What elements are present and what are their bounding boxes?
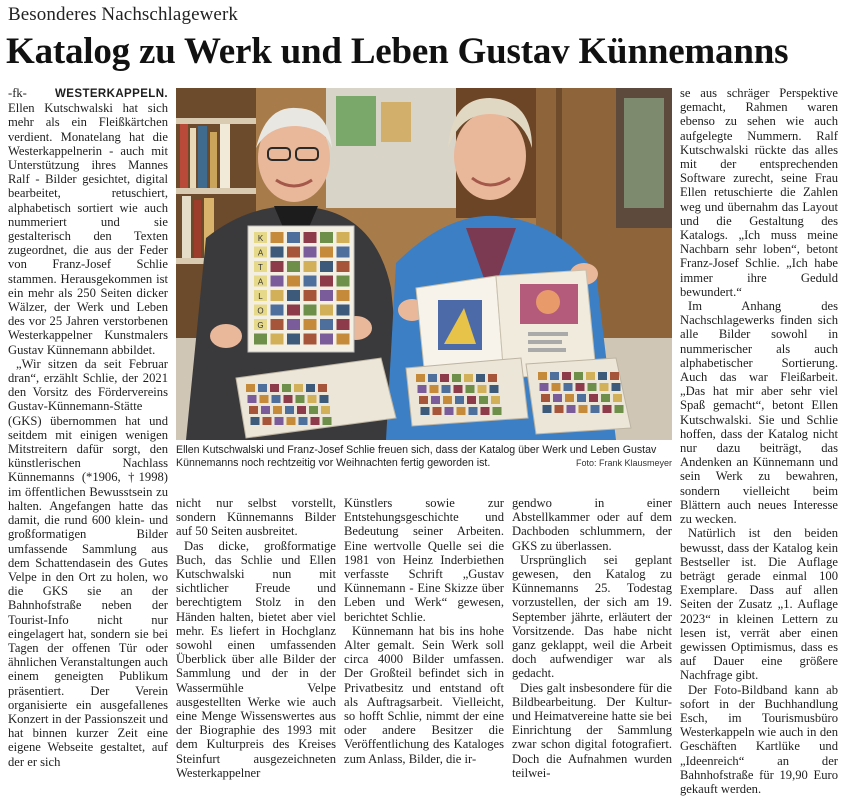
catalog-tile — [493, 407, 502, 415]
catalog-tile — [613, 394, 622, 402]
catalog-tile — [282, 384, 291, 392]
catalog-tile — [479, 396, 488, 404]
catalog-tile — [294, 384, 303, 392]
catalog-tile — [304, 276, 317, 287]
catalog-tile — [553, 394, 562, 402]
cover-letter: K — [257, 234, 264, 243]
catalog-tile — [287, 334, 300, 345]
catalog-tile — [610, 372, 619, 380]
catalog-tile — [271, 319, 284, 330]
catalog-tile — [538, 372, 547, 380]
paragraph: „Wir sitzen da seit Februar dran“, erzählt Schlie, der 2021 den Vorsitz des Fördervereins Gustav-Künnemann-Stätte (GKS) übernommen hat und seitdem mit einigen wenigen Mitstreitern dafür sorgt, den künstlerischen Nachlass Künnemanns (*1906, †1998) im öffentlichen Bewusstsein zu halten. Angefangen hatte das damit, die rund 600 klein- und großformatigen Bilder umfassende Sammlung aus dem Schattendasein des Gutes Velpe in den Ort zu holen, wo die GKS sie an der Bahnhofstraße neben der Tourist-Info nicht nur eingelagert hat, sondern sie bei Tagen der offenen Tür oder ähnlichen Veranstaltungen auch einem geneigten Publikum präsentiert. Der Verein organisierte ein ausgefallenes Konzert in der Passionszeit und hat binnen kurzer Zeit eine eigene Webseite gestaltet, auf der er sich — [8, 356, 168, 769]
catalog-tile — [455, 396, 464, 404]
catalog-tile — [419, 396, 428, 404]
catalog-tile — [275, 417, 284, 425]
catalog-tile — [323, 417, 332, 425]
catalog-tile — [320, 305, 333, 316]
paragraph: Künnemann hat bis ins hohe Alter gemalt. Sein Werk soll circa 4000 Bilder umfassen. Der Großteil befindet sich in Privatbesitz und entstand oft als Auftragsarbeit. Vielleicht, so hofft Schlie, nimmt der eine oder andere Besitzer die Veröffentlichung des Kataloges zum Anlass, Bilder, die ir- — [344, 623, 504, 766]
catalog-tile — [297, 406, 306, 414]
paragraph: se aus schräger Perspektive gemacht, Rahmen waren ebenso zu sehen wie auch aufgelegte Nummern. Ralf Kutschwalski rückte das alles mit der entsprechenden Software zurecht, seine Frau Ellen retuschierte die Zahlen weg und übernahm das Layout und die Gestaltung des Katalogs. „Ich muss meine Nachbarn sehr loben“, betont Franz-Josef Schlie. „Ich habe immer ihre Geduld bewundert.“ — [680, 86, 838, 299]
catalog-tile — [421, 407, 430, 415]
paragraph: Ursprünglich sei geplant gewesen, den Katalog zu Künnemanns 25. Todestag vorzustellen, der sich am 19. September jährte, erläutert der Vorsitzende. Das habe nicht ganz geklappt, weil die Arbeit doch aufwendiger war als gedacht. — [512, 552, 672, 681]
catalog-tile — [591, 405, 600, 413]
catalog-tile — [287, 261, 300, 272]
catalog-tile — [251, 417, 260, 425]
catalog-tile — [261, 406, 270, 414]
photo-caption — [176, 444, 672, 470]
paragraph: Der Foto-Bildband kann ab sofort in der Buchhandlung Esch, im Tourismusbüro Westerkappeln wie auch in den Geschäften Kartlüke und „Ideenreich“ an der Bahnhofstraße für 19,90 Euro gekauft werden. — [680, 682, 838, 796]
catalog-tile — [320, 261, 333, 272]
catalog-tile — [320, 276, 333, 287]
catalog-tile — [272, 395, 281, 403]
catalog-tile — [550, 372, 559, 380]
catalog-tile — [576, 383, 585, 391]
catalog-tile — [416, 374, 425, 382]
catalog-tile — [564, 383, 573, 391]
catalog-tile — [285, 406, 294, 414]
catalog-book-upright — [248, 226, 354, 352]
catalog-tile — [540, 383, 549, 391]
catalog-tile — [271, 334, 284, 345]
catalog-tile — [615, 405, 624, 413]
catalog-tile — [598, 372, 607, 380]
catalog-tile — [249, 406, 258, 414]
paragraph: Künstlers sowie zur Entstehungsgeschichte und Bedeutung seiner Arbeiten. Eine wertvolle Quelle sei die 1981 von Heinz Inderbiethen verfasste Schrift „Gustav Künnemann - Eine Skizze über Leben und Werk“ gewesen, berichtet Schlie. — [344, 496, 504, 624]
article-photo — [176, 88, 672, 440]
catalog-tile — [304, 334, 317, 345]
catalog-tile — [337, 261, 350, 272]
catalog-tile — [588, 383, 597, 391]
catalog-tile — [476, 374, 485, 382]
paragraph: Natürlich ist den beiden bewusst, dass der Katalog kein Bestseller ist. Die Auflage beträgt gerade einmal 100 Exemplare. Dass auf allen Seiten der Zusatz „1. Auflage 2023“ in kleinen Lettern zu lesen ist, verrät aber einen gewissen Optimismus, dass es auf Dauer eine größere Nachfrage gibt. — [680, 526, 838, 683]
catalog-tile — [452, 374, 461, 382]
catalog-tile — [454, 385, 463, 393]
catalog-tile — [260, 395, 269, 403]
cover-letter: L — [258, 292, 263, 301]
catalog-tile — [589, 394, 598, 402]
catalog-tile — [612, 383, 621, 391]
catalog-tile — [577, 394, 586, 402]
catalog-tile — [579, 405, 588, 413]
catalog-tile — [337, 319, 350, 330]
catalog-tile — [490, 385, 499, 393]
catalog-tile — [258, 384, 267, 392]
catalog-tile — [254, 334, 267, 345]
catalog-tile — [306, 384, 315, 392]
catalog-tile — [600, 383, 609, 391]
catalog-tile — [320, 334, 333, 345]
catalog-tile — [440, 374, 449, 382]
paragraph-text: Ellen Kutschwalski hat sich mehr als ein Fleißkärtchen verdient. Monatelang hat die Westerkappelnerin - auch mit Unterstützung ihres Mannes Ralf - Bilder gesichtet, digital bearbeitet, retuschiert, alphabetisch sortiert wie auch nummeriert und sie gestalterisch den Texten zugeordnet, die aus der Feder von Franz-Josef Schlie stammen. Herausgekommen ist ein mehr als 250 Seiten dicker Wälzer, der Werk und Leben des vor 25 Jahren verstorbenen Westerkappelner Kunstmalers Gustav Künnemann abbildet. — [8, 101, 168, 357]
catalog-tile — [428, 374, 437, 382]
catalog-tile — [445, 407, 454, 415]
catalog-tile — [337, 334, 350, 345]
catalog-tile — [271, 305, 284, 316]
catalog-tile — [311, 417, 320, 425]
catalog-tile — [464, 374, 473, 382]
caption-text: Ellen Kutschwalski und Franz-Josef Schlie freuen sich, dass der Katalog über Werk und Leben Gustav Künnemanns noch rechtzeitig vor Weihnachten fertig geworden ist. — [176, 444, 657, 469]
article-column-4 — [512, 496, 672, 778]
catalog-tile — [287, 290, 300, 301]
catalog-tile — [271, 290, 284, 301]
catalog-tile — [418, 385, 427, 393]
catalog-tile — [284, 395, 293, 403]
cover-letter: A — [257, 277, 264, 287]
catalog-tile — [263, 417, 272, 425]
headline: Katalog zu Werk und Leben Gustav Künnemanns — [6, 31, 789, 72]
kicker: Besonderes Nachschlagewerk — [8, 4, 238, 25]
catalog-tile — [552, 383, 561, 391]
catalog-tile — [304, 305, 317, 316]
catalog-tile — [320, 232, 333, 243]
catalog-tile — [304, 319, 317, 330]
catalog-tile — [488, 374, 497, 382]
article-column-3 — [344, 496, 504, 778]
catalog-tile — [320, 290, 333, 301]
catalog-tile — [320, 319, 333, 330]
catalog-tile — [541, 394, 550, 402]
catalog-tile — [246, 384, 255, 392]
catalog-tile — [309, 406, 318, 414]
catalog-tile — [287, 417, 296, 425]
catalog-tile — [337, 247, 350, 258]
catalog-tile — [318, 384, 327, 392]
catalog-tile — [287, 247, 300, 258]
catalog-tile — [320, 395, 329, 403]
catalog-tile — [443, 396, 452, 404]
catalog-tile — [433, 407, 442, 415]
catalog-tile — [491, 396, 500, 404]
catalog-tile — [337, 290, 350, 301]
cover-letter: O — [257, 306, 264, 316]
catalog-tile — [431, 396, 440, 404]
article-column-5 — [680, 86, 838, 796]
catalog-tile — [337, 232, 350, 243]
catalog-tile — [555, 405, 564, 413]
catalog-tile — [304, 261, 317, 272]
catalog-tile — [287, 319, 300, 330]
catalog-tile — [304, 247, 317, 258]
catalog-tile — [296, 395, 305, 403]
catalog-tile — [543, 405, 552, 413]
catalog-tile — [271, 276, 284, 287]
paragraph: Dies galt insbesondere für die Bildbearbeitung. Der Kultur- und Heimatvereine hatte sie bei Einrichtung der Sammlung zwar schon digital fotografiert. Doch die Aufnahmen wurden teilwei- — [512, 680, 672, 780]
catalog-tile — [287, 305, 300, 316]
photo-credit: Foto: Frank Klausmeyer — [575, 458, 672, 468]
cover-letter: T — [258, 263, 263, 272]
paragraph — [8, 86, 168, 357]
article-column-2 — [176, 496, 336, 778]
catalog-tile — [466, 385, 475, 393]
catalog-tile — [304, 232, 317, 243]
catalog-tile — [457, 407, 466, 415]
catalog-tile — [337, 305, 350, 316]
paragraph: Im Anhang des Nachschlagewerks finden sich alle Bilder sowohl in nummerischer als auch alphabetischer Sortierung. Auch das war Fleißarbeit. „Das hat mir aber sehr viel Spaß gemacht“, betont Ellen Kutschwalski. Sie und Schlie hoffen, dass der Katalog nicht nur dazu beiträgt, das Andenken an Künnemann und sein Werk zu bewahren, sondern vielleicht beim Blättern auch neues Interesse zu wecken. — [680, 299, 838, 527]
catalog-tile — [567, 405, 576, 413]
catalog-tile — [271, 261, 284, 272]
catalog-tile — [308, 395, 317, 403]
catalog-tile — [271, 247, 284, 258]
catalog-tile — [248, 395, 257, 403]
paragraph: Das dicke, großformatige Buch, das Schlie und Ellen Kutschwalski nun mit sichtlicher Freude und berechtigtem Stolz in den Händen halten, bietet aber viel mehr. Es liefert in Hochglanz sowohl einen umfassenden Überblick über alle Bilder der Sammlung und der in der Wassermühle Velpe ausgestellten Werke wie auch eine Menge Wissenswertes aus der Biographie des 1993 mit dem Kulturpreis des Kreises Steinfurt ausgezeichneten Westerkappelner — [176, 538, 336, 780]
catalog-tile — [304, 290, 317, 301]
catalog-tile — [271, 232, 284, 243]
catalog-tile — [430, 385, 439, 393]
dateline-location: WESTERKAPPELN. — [55, 88, 168, 100]
paragraph: gendwo in einer Abstellkammer oder auf dem Dachboden schlummern, der GKS zu überlassen. — [512, 496, 672, 553]
article-column-1 — [8, 86, 168, 776]
catalog-tile — [478, 385, 487, 393]
catalog-tile — [469, 407, 478, 415]
catalog-tile — [337, 276, 350, 287]
catalog-tile — [467, 396, 476, 404]
catalog-tile — [273, 406, 282, 414]
catalog-tile — [481, 407, 490, 415]
cover-letter: G — [257, 321, 264, 330]
author-tag: -fk- — [8, 86, 56, 100]
catalog-tile — [270, 384, 279, 392]
catalog-tile — [574, 372, 583, 380]
catalog-tile — [320, 247, 333, 258]
catalog-tile — [603, 405, 612, 413]
cover-letter: A — [257, 248, 264, 258]
catalog-tile — [601, 394, 610, 402]
catalog-tile — [586, 372, 595, 380]
catalog-tile — [562, 372, 571, 380]
catalog-tile — [442, 385, 451, 393]
paragraph: nicht nur selbst vorstellt, sondern Künnemanns Bilder auf 50 Seiten ausbreitet. — [176, 496, 336, 539]
catalog-tile — [287, 232, 300, 243]
catalog-tile — [565, 394, 574, 402]
catalog-tile — [299, 417, 308, 425]
catalog-tile — [287, 276, 300, 287]
catalog-tile — [321, 406, 330, 414]
